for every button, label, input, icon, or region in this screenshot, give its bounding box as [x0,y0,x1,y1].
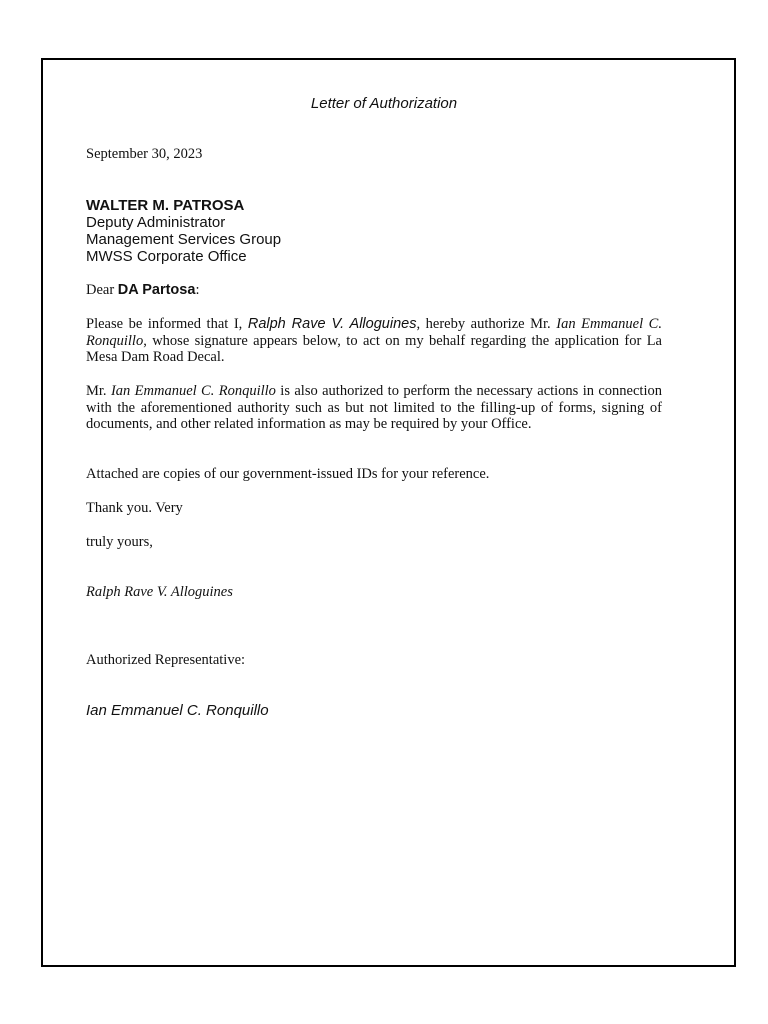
recipient-block [86,197,281,265]
authorization-paragraph [86,316,662,366]
recipient-position: Deputy Administrator [86,214,226,231]
thanks-line: Thank you. Very [86,500,183,516]
representative-name-inline: Ian Emmanuel C. Ronquillo [110,383,276,399]
recipient-office: MWSS Corporate Office [86,248,247,265]
signer-name: Ralph Rave V. Alloguines [86,584,233,600]
representative-name: Ian Emmanuel C. Ronquillo [86,702,269,719]
author-name-inline: Ralph Rave V. Alloguines [247,316,417,332]
attachments-note: Attached are copies of our government-issued IDs for your reference. [86,466,490,482]
recipient-group: Management Services Group [86,231,282,248]
representative-label: Authorized Representative: [86,652,246,668]
recipient-name: WALTER M. PATROSA [86,197,245,214]
salutation [86,282,199,299]
scope-paragraph [86,383,662,433]
letter-title: Letter of Authorization [310,95,458,112]
representative-name-inline: Ian Emmanuel C. Ronquillo [86,316,662,349]
paragraph1-text-middle: , hereby authorize Mr. [416,316,557,332]
salutation-prefix: Dear [86,282,118,298]
paragraph2-text-end: is also authorized to perform the necessary actions in connection with the aforementioned authority such as but not limited to the filling-up of forms, signing of documents, and other related information as may be required by your Office. [86,383,662,433]
closing-line: truly yours, [86,534,153,550]
salutation-suffix: : [195,282,200,298]
paragraph1-text-end: , whose signature appears below, to act on my behalf regarding the application for La Mesa Dam Road Decal. [86,332,662,366]
salutation-name: DA Partosa [117,282,196,298]
paragraph2-text-start: Mr. [86,383,111,399]
letter-date: September 30, 2023 [86,146,203,162]
paragraph1-text-start: Please be informed that I, [86,316,248,332]
